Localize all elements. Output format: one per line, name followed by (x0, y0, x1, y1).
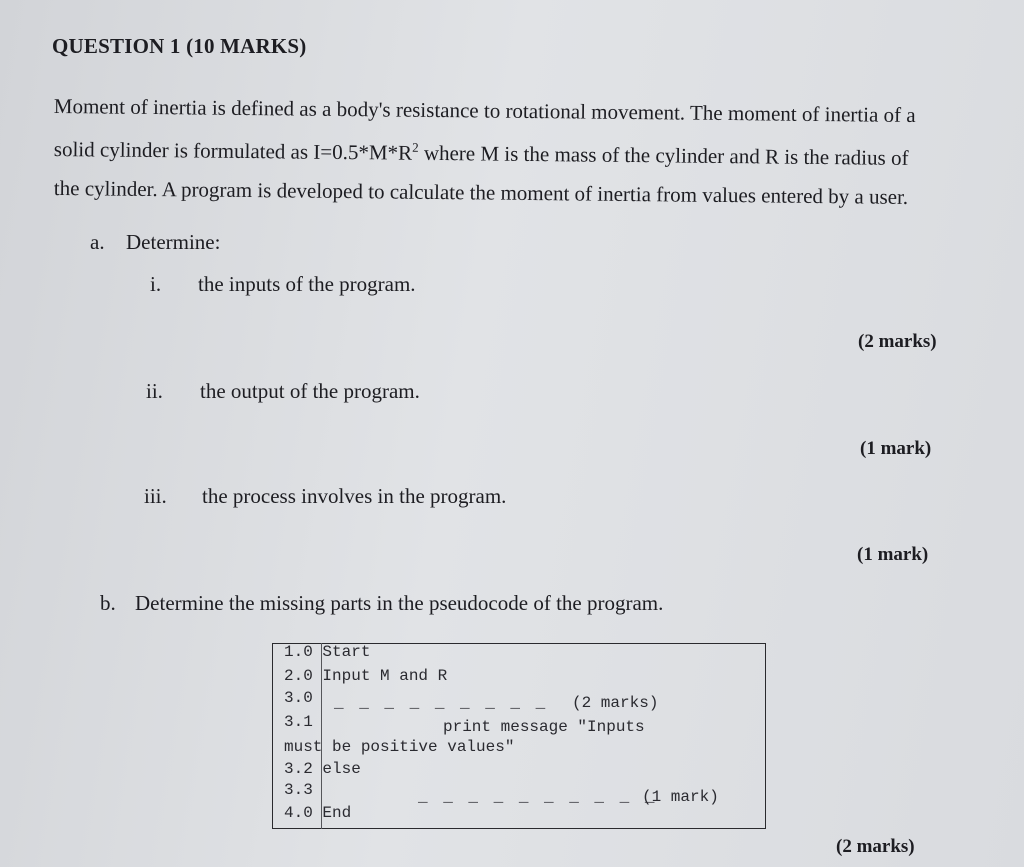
pseudo-line-4-text: print message "Inputs (443, 718, 645, 736)
item-ii-number: ii. (146, 379, 163, 403)
intro-line-2 (54, 136, 909, 171)
pseudo-line-3-number: 3.0 (284, 689, 313, 707)
pseudo-line-1: 1.0 Start (284, 643, 371, 661)
pseudo-line-5: must be positive values" (284, 738, 515, 756)
intro-line-3: the cylinder. A program is developed to calculate the moment of inertia from values entered by a user. (53, 176, 909, 209)
item-iii-marks: (1 mark) (857, 544, 929, 565)
pseudo-line-2: 2.0 Input M and R (284, 667, 448, 685)
pseudo-line-8: 4.0 End (284, 804, 352, 822)
part-a-heading: Determine: (126, 230, 221, 254)
pseudo-line-3-marks: (2 marks) (572, 694, 659, 712)
part-b-text: Determine the missing parts in the pseudocode of the program. (135, 591, 664, 615)
part-a-label: a. (90, 230, 105, 254)
part-b-marks: (2 marks) (836, 836, 915, 857)
item-ii-marks: (1 mark) (860, 438, 932, 459)
item-iii-text: the process involves in the program. (202, 484, 507, 508)
item-iii-number: iii. (144, 484, 167, 508)
formula-exponent: 2 (412, 139, 419, 155)
pseudo-line-7-blank: _ _ _ _ _ _ _ _ _ _ (418, 788, 658, 806)
pseudo-line-4-number: 3.1 (284, 713, 313, 731)
question-title: QUESTION 1 (10 MARKS) (52, 34, 307, 58)
part-b-label: b. (100, 591, 116, 615)
item-i-text: the inputs of the program. (198, 272, 416, 296)
intro-line-1: Moment of inertia is defined as a body's resistance to rotational movement. The moment of inertia of a (53, 94, 916, 128)
formula-continuation: where M is the mass of the cylinder and R is the radius of (418, 140, 909, 170)
formula-text: solid cylinder is formulated as I=0.5*M*R (53, 136, 413, 165)
pseudo-line-3-blank: _ _ _ _ _ _ _ _ _ (334, 694, 549, 712)
pseudo-line-6: 3.2 else (284, 760, 361, 778)
item-i-number: i. (150, 272, 162, 296)
pseudo-line-7-number: 3.3 (284, 781, 313, 799)
item-i-marks: (2 marks) (858, 331, 937, 352)
pseudo-line-7-marks: (1 mark) (642, 788, 719, 806)
item-ii-text: the output of the program. (200, 379, 420, 403)
